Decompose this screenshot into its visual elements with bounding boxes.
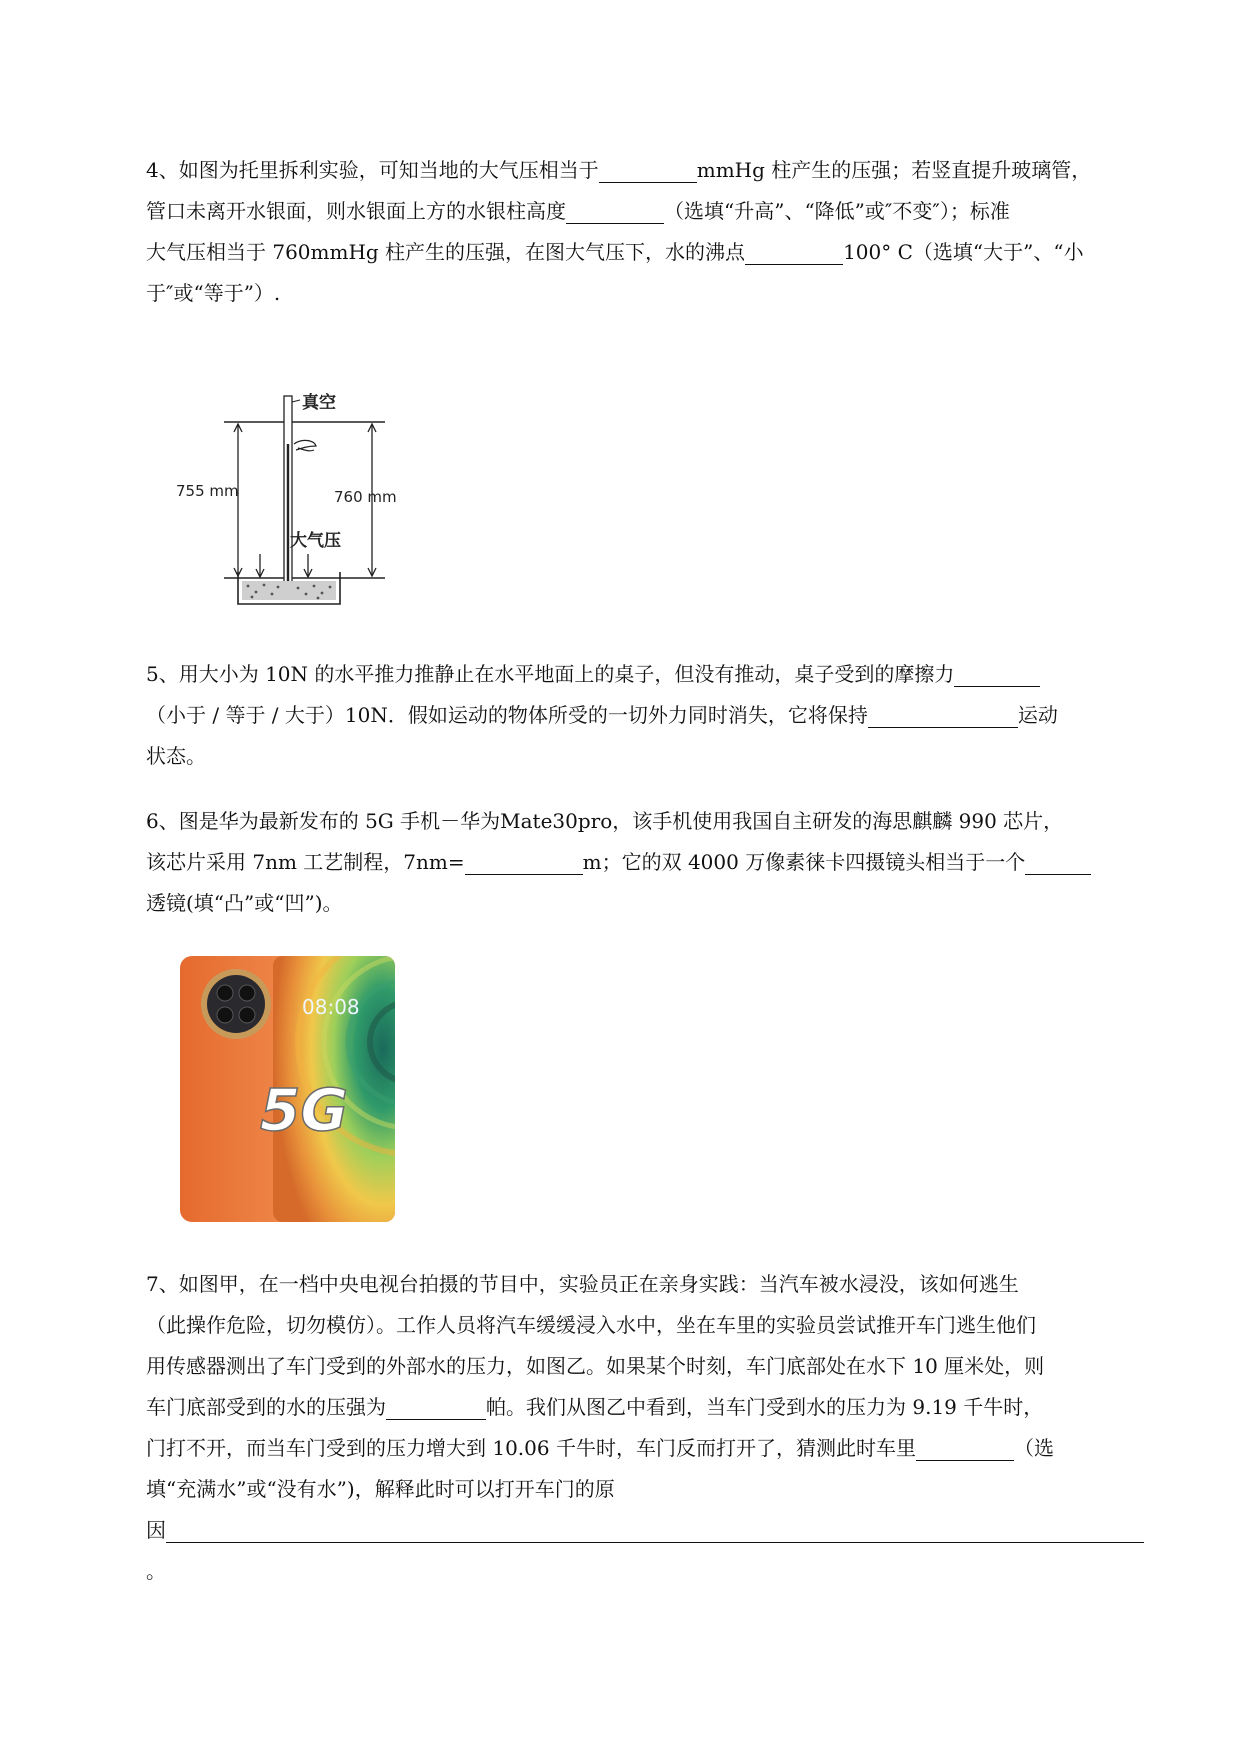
- q7-line-4: 车门底部受到的水的压强为 帕。我们从图乙中看到，当车门受到水的压力为 9.19 千牛时，: [146, 1387, 1146, 1428]
- q6-line-3: 透镜(填“凸”或“凹”)。: [146, 891, 343, 915]
- question-5: [146, 654, 1146, 777]
- question-6: [146, 801, 1146, 924]
- vacuum-label: 真空: [302, 393, 336, 413]
- answer-blank[interactable]: [465, 846, 583, 875]
- question-4: [146, 150, 1146, 314]
- answer-blank[interactable]: [566, 195, 664, 224]
- mercury-pool: [242, 581, 336, 600]
- q7-line-8: 。: [146, 1559, 166, 1583]
- q6-line-1: 6、图是华为最新发布的 5G 手机－华为Mate30pro，该手机使用我国自主研发的海思麒麟 990 芯片，: [146, 809, 1064, 833]
- q4-line-1: 4、如图为托里拆利实验，可知当地的大气压相当于 mmHg 柱产生的压强；若竖直提升玻璃管，: [146, 150, 1146, 191]
- answer-blank[interactable]: [916, 1432, 1014, 1461]
- q7-line-7: 因: [146, 1510, 1146, 1551]
- answer-blank[interactable]: [954, 658, 1040, 687]
- right-height-label: 760 mm: [334, 488, 397, 506]
- torricelli-experiment-figure: [176, 382, 430, 622]
- q4-line-3: 大气压相当于 760mmHg 柱产生的压强，在图大气压下，水的沸点 100° C（选填“大于”、“小: [146, 232, 1146, 273]
- answer-blank[interactable]: [386, 1391, 486, 1420]
- lens-icon: [239, 1007, 255, 1023]
- q7-line-5: 门打不开，而当车门受到的压力增大到 10.06 千牛时，车门反而打开了，猜测此时车里 （选: [146, 1428, 1146, 1469]
- huawei-phone-image: [178, 952, 400, 1224]
- q7-line-1: 7、如图甲，在一档中央电视台拍摄的节目中，实验员正在亲身实践：当汽车被水浸没，该如何逃生: [146, 1272, 1019, 1296]
- q6-line-2: 该芯片采用 7nm 工艺制程，7nm= m；它的双 4000 万像素徕卡四摄镜头相当于一个: [146, 842, 1146, 883]
- camera-module: [207, 975, 265, 1033]
- answer-blank-long[interactable]: [166, 1514, 1144, 1543]
- lens-icon: [217, 1007, 233, 1023]
- q7-line-6: 填“充满水”或“没有水”)，解释此时可以打开车门的原: [146, 1477, 615, 1501]
- 5g-badge: 5G: [260, 1076, 348, 1144]
- answer-blank[interactable]: [745, 236, 843, 265]
- answer-blank[interactable]: [1025, 846, 1091, 875]
- vacuum-pointer: [292, 400, 300, 402]
- lens-icon: [217, 985, 233, 1001]
- q4-line-4: 于″或“等于”）.: [146, 281, 281, 305]
- answer-blank[interactable]: [868, 699, 1018, 728]
- hand-icon: [294, 440, 316, 450]
- q5-line-2: （小于 / 等于 / 大于）10N．假如运动的物体所受的一切外力同时消失，它将保持 运动: [146, 695, 1146, 736]
- q7-line-3: 用传感器测出了车门受到的外部水的压力，如图乙。如果某个时刻，车门底部处在水下 10 厘米处，则: [146, 1354, 1045, 1378]
- left-height-label: 755 mm: [176, 482, 239, 500]
- lens-icon: [239, 985, 255, 1001]
- screen-clock: 08:08: [302, 995, 360, 1019]
- q5-line-1: 5、用大小为 10N 的水平推力推静止在水平地面上的桌子，但没有推动，桌子受到的摩擦力: [146, 654, 1146, 695]
- q4-line-2: 管口未离开水银面，则水银面上方的水银柱高度 （选填“升高”、“降低”或″不变″）；标准: [146, 191, 1146, 232]
- q7-line-2: （此操作危险，切勿模仿）。工作人员将汽车缓缓浸入水中，坐在车里的实验员尝试推开车门逃生他们: [146, 1313, 1036, 1337]
- answer-blank[interactable]: [599, 154, 697, 183]
- q5-line-3: 状态。: [146, 744, 206, 768]
- atm-pressure-label: 大气压: [290, 531, 341, 551]
- question-7: [146, 1264, 1146, 1592]
